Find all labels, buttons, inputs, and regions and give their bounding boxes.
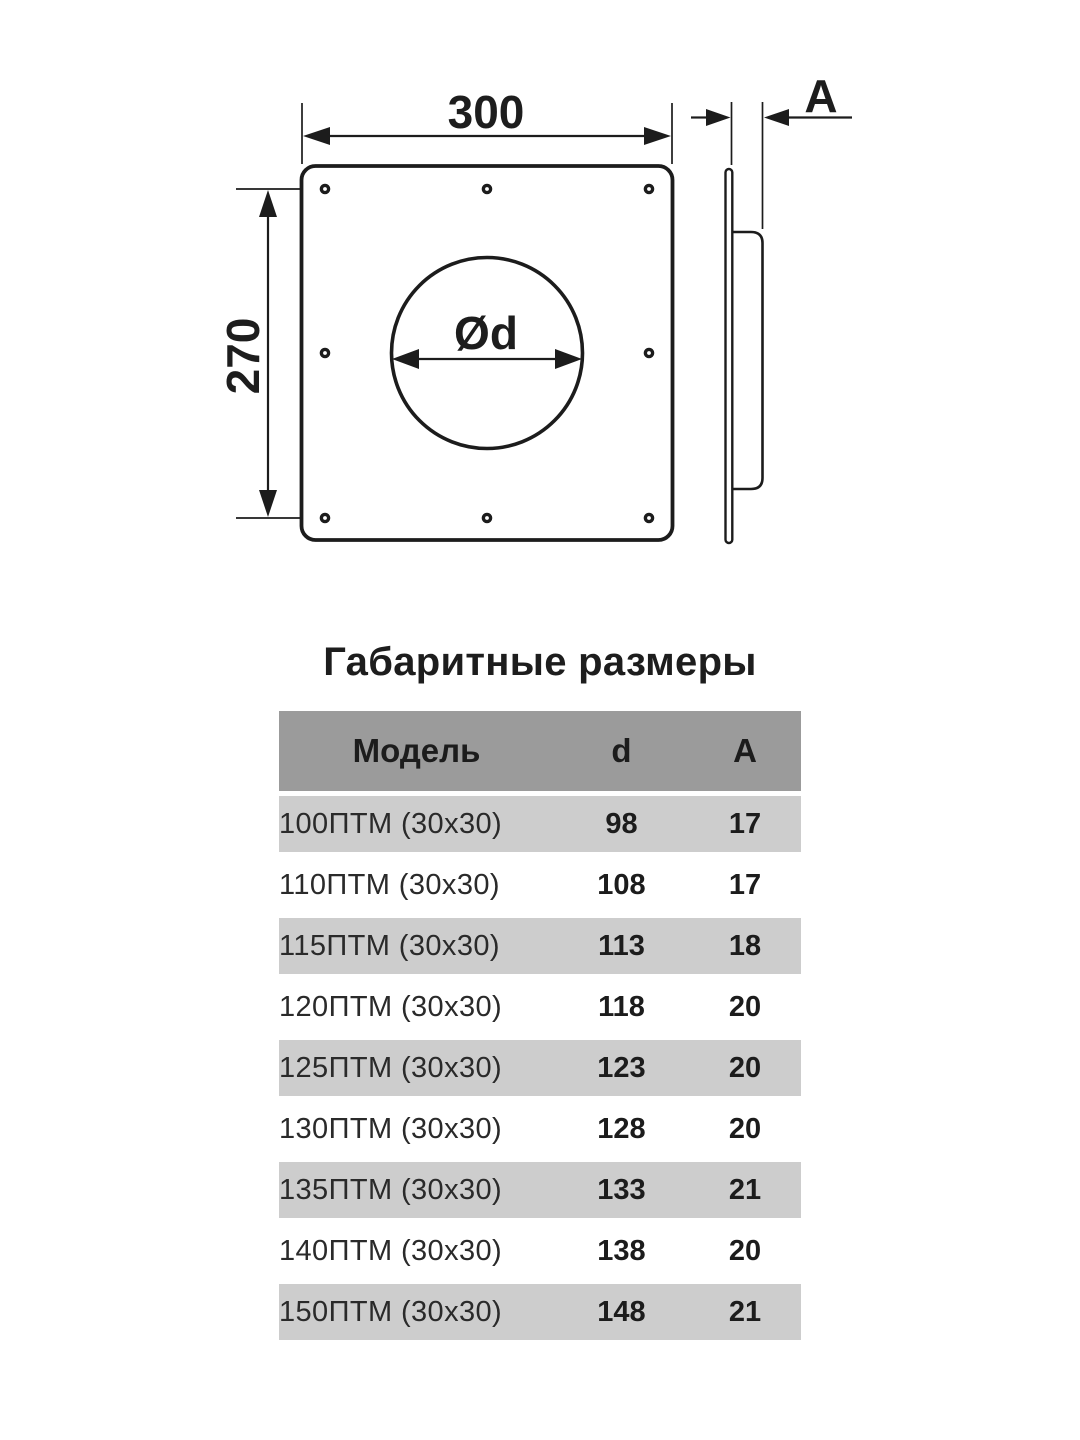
model-cell: 140ПТМ (30х30) bbox=[279, 1223, 554, 1279]
model-cell: 100ПТМ (30х30) bbox=[279, 796, 554, 852]
mounting-hole bbox=[321, 514, 328, 521]
model-cell: 115ПТМ (30х30) bbox=[279, 918, 554, 974]
a-value-cell: 21 bbox=[689, 1284, 801, 1340]
front-view bbox=[302, 166, 673, 540]
dim-270-label: 270 bbox=[217, 317, 269, 395]
dimension-300 bbox=[302, 86, 672, 164]
a-value-cell: 20 bbox=[689, 979, 801, 1035]
d-value-cell: 98 bbox=[554, 796, 689, 852]
plate-edge-profile bbox=[726, 169, 733, 543]
table-row bbox=[279, 1162, 801, 1218]
mounting-hole bbox=[645, 185, 652, 192]
mounting-hole bbox=[321, 349, 328, 356]
arrowhead-down bbox=[259, 490, 277, 517]
a-value-cell: 17 bbox=[689, 857, 801, 913]
a-value-cell: 20 bbox=[689, 1223, 801, 1279]
mounting-hole bbox=[645, 514, 652, 521]
arrowhead-left bbox=[764, 109, 789, 126]
a-value-cell: 17 bbox=[689, 796, 801, 852]
table-row bbox=[279, 918, 801, 974]
d-value-cell: 128 bbox=[554, 1101, 689, 1157]
a-value-cell: 18 bbox=[689, 918, 801, 974]
table-title: Габаритные размеры bbox=[323, 640, 757, 684]
table-row bbox=[279, 857, 801, 913]
d-value-cell: 118 bbox=[554, 979, 689, 1035]
a-value-cell: 20 bbox=[689, 1040, 801, 1096]
d-value-cell: 133 bbox=[554, 1162, 689, 1218]
table-row bbox=[279, 1223, 801, 1279]
a-value-cell: 20 bbox=[689, 1101, 801, 1157]
model-cell: 120ПТМ (30х30) bbox=[279, 979, 554, 1035]
dim-300-label: 300 bbox=[447, 86, 525, 138]
col-header-d: d bbox=[554, 711, 689, 791]
table-row bbox=[279, 796, 801, 852]
d-value-cell: 113 bbox=[554, 918, 689, 974]
dim-A-label: A bbox=[804, 70, 838, 122]
d-value-cell: 148 bbox=[554, 1284, 689, 1340]
col-header-model: Модель bbox=[279, 711, 554, 791]
model-cell: 110ПТМ (30х30) bbox=[279, 857, 554, 913]
mounting-hole bbox=[321, 185, 328, 192]
arrowhead-right bbox=[706, 109, 731, 126]
d-value-cell: 123 bbox=[554, 1040, 689, 1096]
arrowhead-left bbox=[303, 127, 330, 145]
d-value-cell: 138 bbox=[554, 1223, 689, 1279]
arrowhead-up bbox=[259, 190, 277, 217]
table-row bbox=[279, 1040, 801, 1096]
dimension-A bbox=[691, 70, 852, 229]
table-header-row bbox=[279, 711, 801, 791]
arrowhead-right bbox=[644, 127, 671, 145]
model-cell: 130ПТМ (30х30) bbox=[279, 1101, 554, 1157]
spigot-profile bbox=[733, 232, 763, 489]
table-row bbox=[279, 1101, 801, 1157]
col-header-a: A bbox=[689, 711, 801, 791]
model-cell: 150ПТМ (30х30) bbox=[279, 1284, 554, 1340]
model-cell: 135ПТМ (30х30) bbox=[279, 1162, 554, 1218]
diameter-label: Ød bbox=[454, 307, 518, 359]
mounting-hole bbox=[483, 514, 490, 521]
mounting-hole bbox=[483, 185, 490, 192]
mounting-hole bbox=[645, 349, 652, 356]
model-cell: 125ПТМ (30х30) bbox=[279, 1040, 554, 1096]
table-row bbox=[279, 979, 801, 1035]
table-row bbox=[279, 1284, 801, 1340]
side-view bbox=[726, 169, 763, 543]
dimensions-table bbox=[279, 706, 801, 1345]
technical-drawing bbox=[0, 0, 1080, 620]
d-value-cell: 108 bbox=[554, 857, 689, 913]
a-value-cell: 21 bbox=[689, 1162, 801, 1218]
